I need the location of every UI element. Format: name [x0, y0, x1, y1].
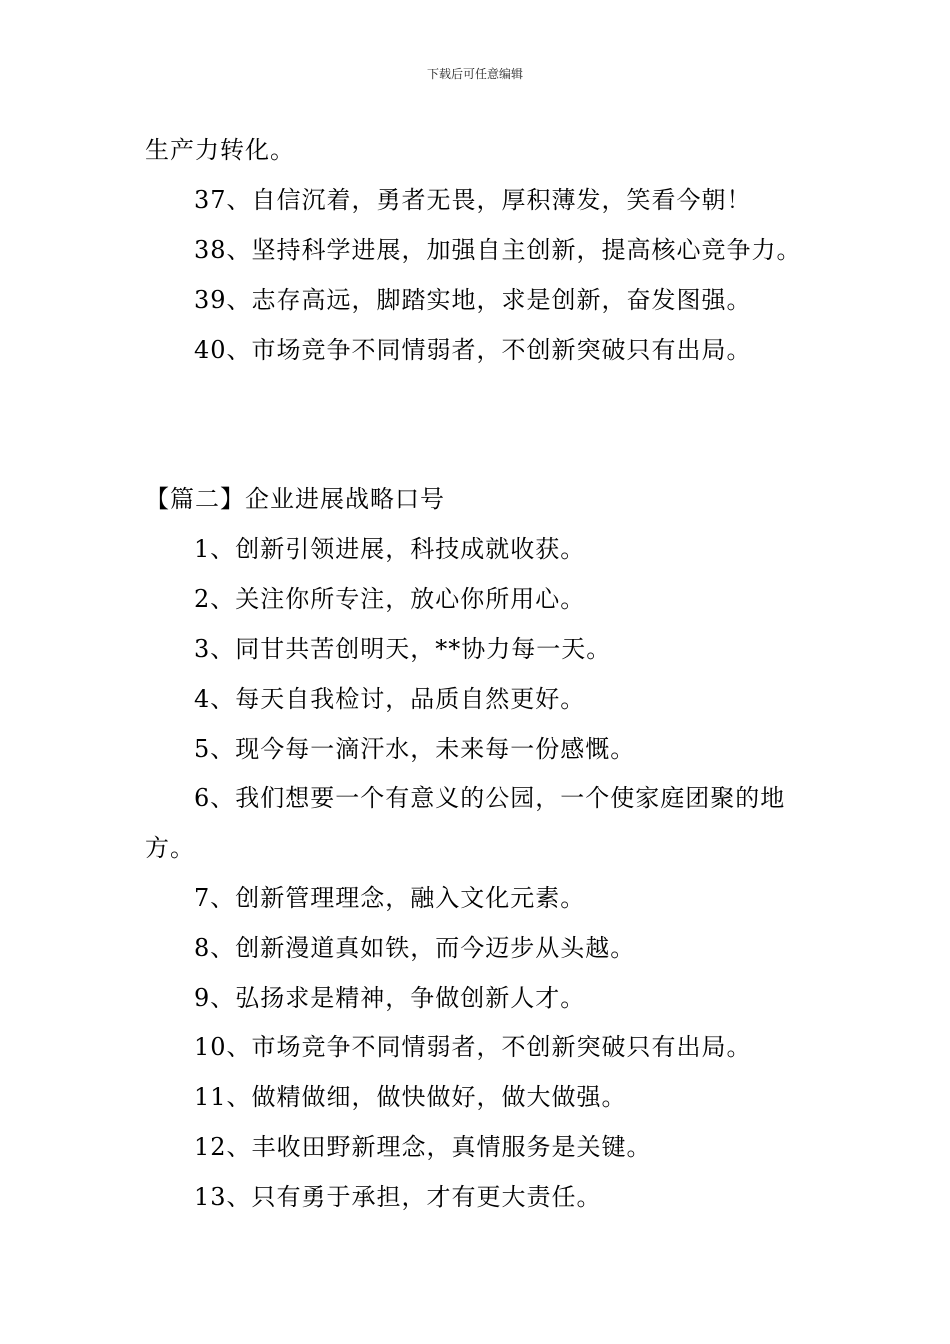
slogan-item: 8、创新漫道真如铁，而今迈步从头越。 [194, 934, 636, 962]
slogan-item: 37、自信沉着，勇者无畏，厚积薄发，笑看今朝！ [194, 186, 752, 214]
slogan-item: 5、现今每一滴汗水，未来每一份感慨。 [194, 735, 636, 763]
slogan-item: 40、市场竞争不同情弱者，不创新突破只有出局。 [194, 336, 752, 364]
slogan-item-continuation: 方。 [145, 834, 195, 862]
slogan-item: 39、志存高远，脚踏实地，求是创新，奋发图强。 [194, 286, 752, 314]
page-header-note: 下载后可任意编辑 [426, 67, 523, 81]
slogan-item: 38、坚持科学进展，加强自主创新，提高核心竞争力。 [194, 236, 802, 264]
continuation-line: 生产力转化。 [145, 136, 295, 164]
slogan-item: 2、关注你所专注，放心你所用心。 [194, 585, 586, 613]
slogan-item: 1、创新引领进展，科技成就收获。 [194, 535, 586, 563]
slogan-item: 7、创新管理理念，融入文化元素。 [194, 884, 586, 912]
section-heading: 【篇二】企业进展战略口号 [145, 485, 445, 513]
slogan-item: 13、只有勇于承担，才有更大责任。 [194, 1183, 602, 1211]
slogan-item: 11、做精做细，做快做好，做大做强。 [194, 1083, 627, 1111]
slogan-item: 10、市场竞争不同情弱者，不创新突破只有出局。 [194, 1033, 752, 1061]
slogan-item: 9、弘扬求是精神，争做创新人才。 [194, 984, 586, 1012]
slogan-item: 4、每天自我检讨，品质自然更好。 [194, 685, 586, 713]
slogan-item: 3、同甘共苦创明天，**协力每一天。 [194, 635, 612, 663]
slogan-item: 12、丰收田野新理念，真情服务是关键。 [194, 1133, 652, 1161]
slogan-item: 6、我们想要一个有意义的公园，一个使家庭团聚的地 [194, 784, 786, 812]
